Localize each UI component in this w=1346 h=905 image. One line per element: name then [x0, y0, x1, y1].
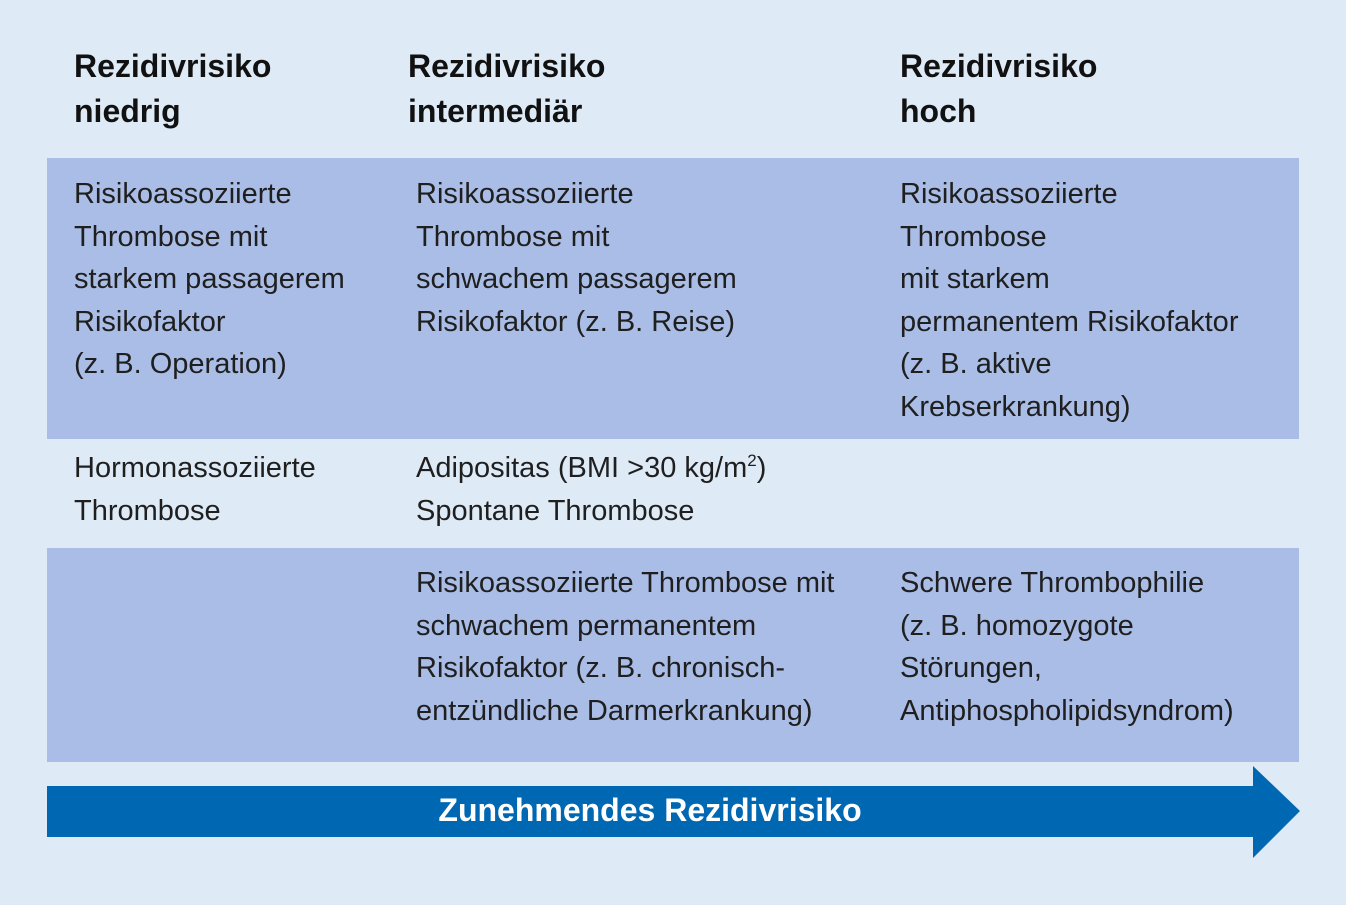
superscript-two: 2	[747, 451, 757, 470]
row-3-intermediate-cell	[416, 562, 835, 732]
cell-line: Risikoassoziierte	[74, 178, 292, 210]
cell-line: Risikofaktor	[74, 305, 226, 338]
cell-line: Krebserkrankung)	[900, 390, 1131, 423]
row-1-high-cell	[900, 173, 1238, 428]
cell-line: (z. B. aktive	[900, 348, 1052, 380]
header-intermediate-line1: Rezidivrisiko	[408, 48, 606, 84]
cell-line: Schwere Thrombophilie	[900, 567, 1205, 599]
cell-line: Risikoassoziierte Thrombose mit	[416, 567, 835, 599]
header-low-line2: niedrig	[74, 93, 181, 129]
cell-line: Thrombose mit	[416, 220, 610, 253]
cell-line: (z. B. Operation)	[74, 348, 287, 380]
header-intermediate-line2: intermediär	[408, 93, 583, 129]
row-2-low-cell	[74, 447, 316, 532]
header-high-line1: Rezidivrisiko	[900, 48, 1098, 84]
cell-line: Antiphospholipidsyndrom)	[900, 694, 1234, 727]
row-3-high-cell	[900, 562, 1234, 732]
cell-line: (z. B. homozygote	[900, 609, 1134, 642]
cell-line: Spontane Thrombose	[416, 494, 695, 527]
cell-line: Störungen,	[900, 652, 1042, 684]
arrow-label: Zunehmendes Rezidivrisiko	[438, 792, 862, 828]
row-1-intermediate-cell	[416, 173, 737, 343]
cell-line: mit starkem	[900, 263, 1050, 295]
cell-line	[416, 447, 766, 490]
header-high-risk	[900, 44, 1097, 134]
header-low-risk	[74, 44, 271, 134]
header-high-line2: hoch	[900, 93, 977, 129]
cell-line: starkem passagerem	[74, 263, 345, 295]
cell-line: Thrombose	[900, 220, 1047, 253]
cell-line: Risikofaktor (z. B. chronisch-	[416, 652, 786, 684]
row-1-low-cell	[74, 173, 345, 386]
row-2-intermediate-cell	[416, 447, 766, 532]
cell-line: Risikoassoziierte	[900, 178, 1118, 210]
adipositas-close-paren: )	[756, 452, 767, 484]
cell-line: permanentem Risikofaktor	[900, 305, 1239, 338]
cell-line: Thrombose	[74, 494, 221, 527]
header-low-line1: Rezidivrisiko	[74, 48, 272, 84]
cell-line: schwachem passagerem	[416, 263, 737, 295]
adipositas-text: Adipositas (BMI >30 kg/m	[416, 452, 748, 484]
cell-line: Risikofaktor (z. B. Reise)	[416, 305, 736, 338]
header-intermediate-risk	[408, 44, 605, 134]
cell-line: Risikoassoziierte	[416, 178, 634, 210]
cell-line: schwachem permanentem	[416, 609, 757, 642]
cell-line: Thrombose mit	[74, 220, 268, 253]
cell-line: Hormonassoziierte	[74, 452, 316, 484]
cell-line: entzündliche Darmerkrankung)	[416, 694, 813, 727]
